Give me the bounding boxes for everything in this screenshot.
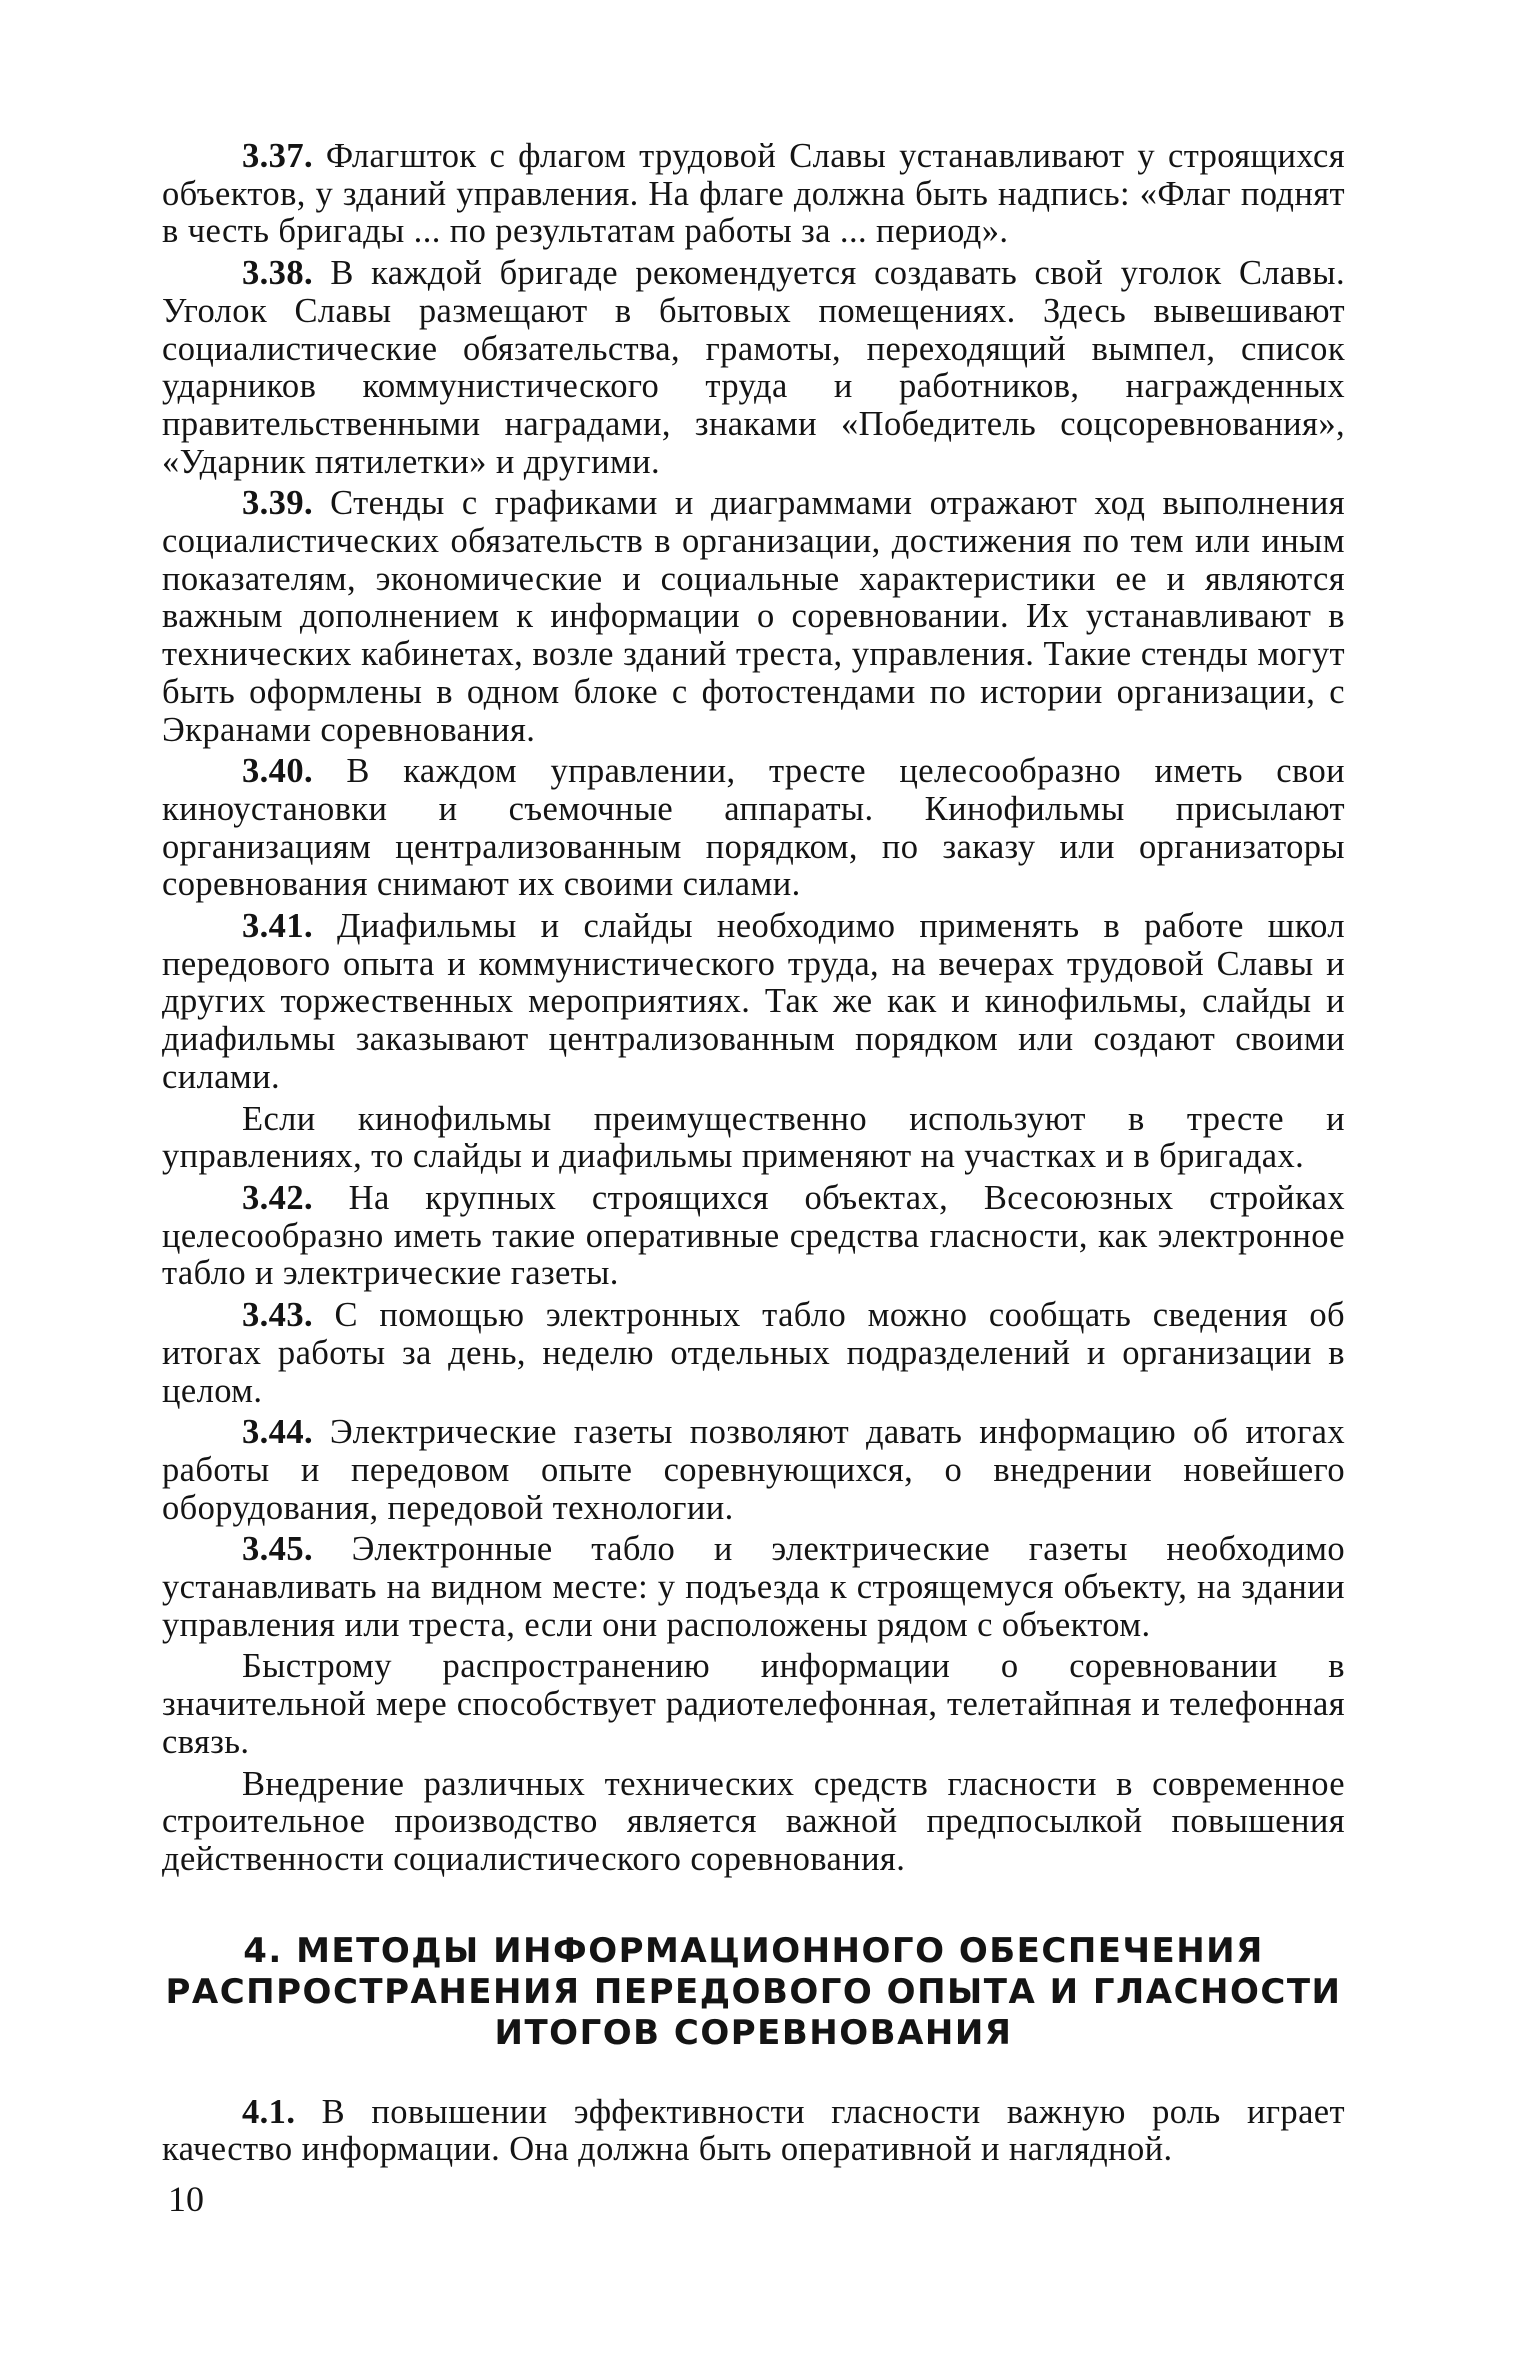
section-heading-line-3: ИТОГОВ СОРЕВНОВАНИЯ [494, 2012, 1013, 2053]
paragraph-number: 3.43. [242, 1296, 313, 1335]
paragraph-number: 3.45. [242, 1530, 313, 1569]
paragraph-text: Флагшток с флагом трудовой Славы устанавливают у строящихся объектов, у зданий управления. На флаге должна быть надпись: «Флаг поднят в честь бригады ... по результатам работы за ... период». [162, 137, 1345, 251]
paragraph-4-1 [162, 2094, 1345, 2169]
paragraph-number: 3.38. [242, 254, 313, 293]
paragraph-number: 3.42. [242, 1178, 313, 1217]
paragraph-3-39 [162, 485, 1345, 749]
paragraph-3-41-continued [162, 1101, 1345, 1176]
paragraph-number: 3.39. [242, 484, 313, 523]
paragraph-text: Если кинофильмы преимущественно используют в тресте и управлениях, то слайды и диафильмы применяют на участках и в бригадах. [162, 1099, 1345, 1176]
paragraph-number: 3.37. [242, 137, 313, 175]
paragraph-text: С помощью электронных табло можно сообщать сведения об итогах работы за день, неделю отдельных подразделений и организации в целом. [162, 1296, 1345, 1410]
paragraph-text: В каждой бригаде рекомендуется создавать свой уголок Славы. Уголок Славы размещают в бытовых помещениях. Здесь вывешивают социалистические обязательства, грамоты, переходящий вымпел, список ударников коммунистического труда и работников, награжденных правительственными наградами, знаками «Победитель соцсоревнования», «Ударник пятилетки» и другими. [162, 254, 1345, 481]
paragraph-3-43 [162, 1297, 1345, 1410]
paragraph-3-40 [162, 753, 1345, 904]
paragraph-communication [162, 1648, 1345, 1761]
paragraph-number: 3.41. [242, 907, 313, 946]
paragraph-text: Внедрение различных технических средств гласности в современное строительное производство является важной предпосылкой повышения действенности социалистического соревнования. [162, 1764, 1345, 1878]
paragraph-number: 4.1. [242, 2092, 296, 2131]
paragraph-3-37 [162, 138, 1345, 251]
paragraph-text: На крупных строящихся объектах, Всесоюзных стройках целесообразно иметь такие оперативные средства гласности, как электронное табло и электрические газеты. [162, 1178, 1345, 1293]
paragraph-3-38 [162, 255, 1345, 481]
paragraph-3-41 [162, 908, 1345, 1097]
paragraph-text: В каждом управлении, тресте целесообразно иметь свои киноустановки и съемочные аппараты. Кинофильмы присылают организациям централизованным порядком, по заказу или организаторы соревнования снимают их своими силами. [162, 752, 1345, 904]
section-heading [162, 1931, 1345, 2054]
paragraph-number: 3.40. [242, 752, 313, 791]
paragraph-3-44 [162, 1414, 1345, 1527]
document-page [162, 138, 1345, 2173]
paragraph-number: 3.44. [242, 1413, 313, 1452]
paragraph-3-45 [162, 1531, 1345, 1644]
paragraph-text: Электронные табло и электрические газеты необходимо устанавливать на видном месте: у подъезда к строящемуся объекту, на здании управления или треста, если они расположены рядом с объектом. [162, 1530, 1345, 1644]
paragraph-text: В повышении эффективности гласности важную роль играет качество информации. Она должна быть оперативной и наглядной. [162, 2092, 1345, 2169]
paragraph-text: Диафильмы и слайды необходимо применять в работе школ передового опыта и коммунистического труда, на вечерах трудовой Славы и других торжественных мероприятиях. Так же как и кинофильмы, слайды и диафильмы заказывают централизованным порядком или создают своими силами. [162, 907, 1345, 1096]
paragraph-3-42 [162, 1180, 1345, 1293]
paragraph-text: Стенды с графиками и диаграммами отражают ход выполнения социалистических обязательств в организации, достижения по тем или иным показателям, экономические и социальные характеристики ее и являются важным дополнением к информации о соревновании. Их устанавливают в технических кабинетах, возле зданий треста, управления. Такие стенды могут быть оформлены в одном блоке с фотостендами по истории организации, с Экранами соревнования. [162, 484, 1345, 749]
paragraph-text: Быстрому распространению информации о соревновании в значительной мере способствует радиотелефонная, телетайпная и телефонная связь. [162, 1647, 1345, 1761]
paragraph-conclusion [162, 1766, 1345, 1879]
section-heading-line-1: 4. МЕТОДЫ ИНФОРМАЦИОННОГО ОБЕСПЕЧЕНИЯ [243, 1930, 1264, 1971]
section-heading-line-2: РАСПРОСТРАНЕНИЯ ПЕРЕДОВОГО ОПЫТА И ГЛАСНОСТИ [165, 1971, 1342, 2012]
paragraph-text: Электрические газеты позволяют давать информацию об итогах работы и передовом опыте соревнующихся, о внедрении новейшего оборудования, передовой технологии. [162, 1413, 1345, 1527]
page-number: 10 [168, 2179, 204, 2219]
